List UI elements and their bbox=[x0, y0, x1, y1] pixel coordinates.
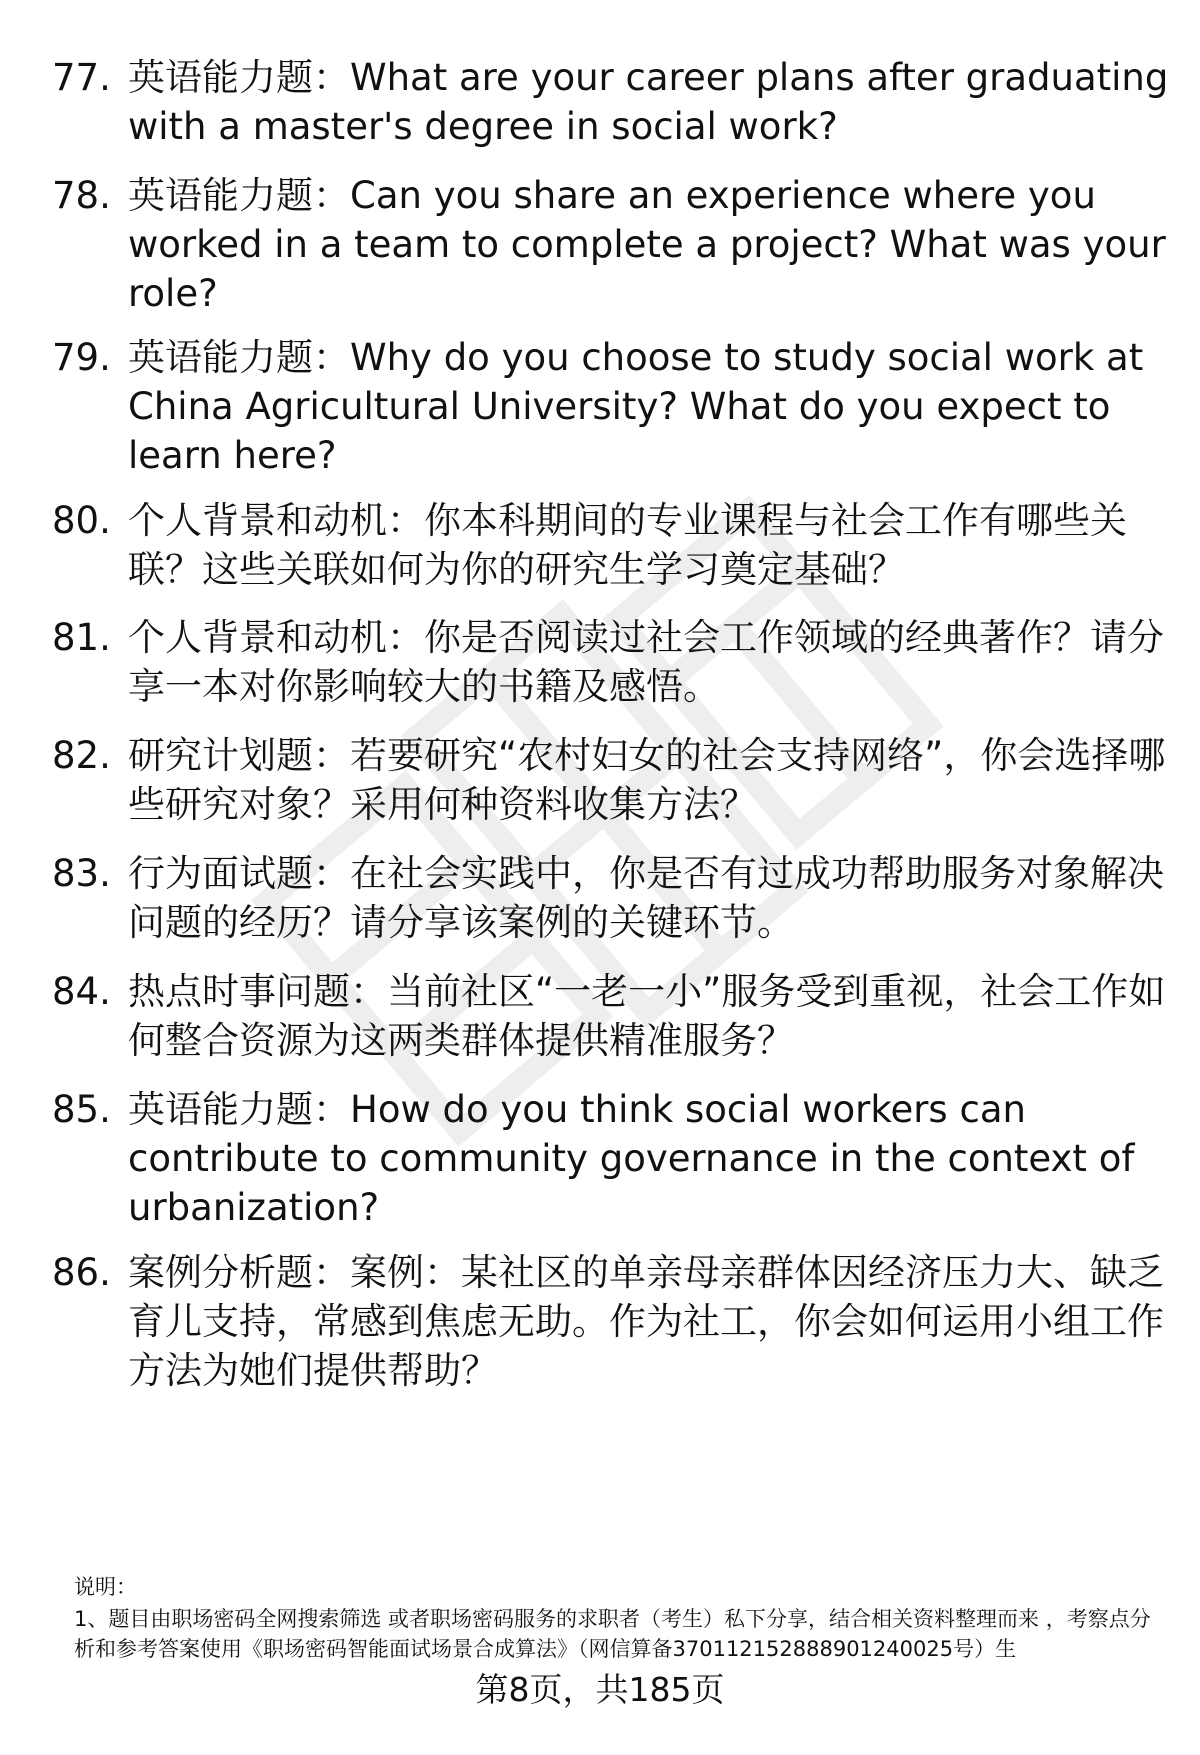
question-text: 行为面试题：在社会实践中，你是否有过成功帮助服务对象解决问题的经历？请分享该案例的关键环节。 bbox=[128, 852, 1164, 944]
question-number: 84. bbox=[52, 970, 111, 1013]
notes-section bbox=[74, 1572, 1154, 1664]
question-number: 77. bbox=[52, 56, 111, 99]
question-text: 英语能力题：Can you share an experience where you worked in a team to complete a project? What was your role? bbox=[128, 174, 1166, 315]
question-number: 82. bbox=[52, 734, 111, 777]
question-text: 英语能力题：What are your career plans after graduating with a master's degree in social work? bbox=[128, 56, 1169, 148]
question-text: 个人背景和动机：你是否阅读过社会工作领域的经典著作？请分享一本对你影响较大的书籍及感悟。 bbox=[128, 616, 1164, 708]
question-number: 81. bbox=[52, 616, 111, 659]
question-number: 79. bbox=[52, 336, 111, 379]
question-text: 研究计划题：若要研究“农村妇女的社会支持网络”，你会选择哪些研究对象？采用何种资料收集方法？ bbox=[128, 734, 1166, 826]
question-text: 案例分析题：案例：某社区的单亲母亲群体因经济压力大、缺乏育儿支持，常感到焦虑无助。作为社工，你会如何运用小组工作方法为她们提供帮助？ bbox=[128, 1251, 1164, 1392]
question-text: 英语能力题：How do you think social workers can contribute to community governance in the context of urbanization? bbox=[128, 1088, 1135, 1229]
notes-line: 1、题目由职场密码全网搜索筛选 或者职场密码服务的求职者（考生）私下分享，结合相关资料整理而来 ，考察点分析和参考答案使用《职场密码智能面试场景合成算法》（网信算备370112152888901240025号）生 bbox=[74, 1607, 1151, 1661]
notes-title: 说明： bbox=[74, 1575, 137, 1599]
page-number-footer: 第8页，共185页 bbox=[475, 1670, 725, 1709]
question-text: 热点时事问题：当前社区“一老一小”服务受到重视，社会工作如何整合资源为这两类群体提供精准服务？ bbox=[128, 970, 1166, 1062]
question-number: 86. bbox=[52, 1251, 111, 1294]
question-number: 80. bbox=[52, 499, 111, 542]
question-text: 个人背景和动机：你本科期间的专业课程与社会工作有哪些关联？这些关联如何为你的研究生学习奠定基础？ bbox=[128, 499, 1127, 591]
question-number: 78. bbox=[52, 174, 111, 217]
question-text: 英语能力题：Why do you choose to study social work at China Agricultural University? What do you expect to learn here? bbox=[128, 336, 1144, 477]
question-number: 85. bbox=[52, 1088, 111, 1131]
question-number: 83. bbox=[52, 852, 111, 895]
